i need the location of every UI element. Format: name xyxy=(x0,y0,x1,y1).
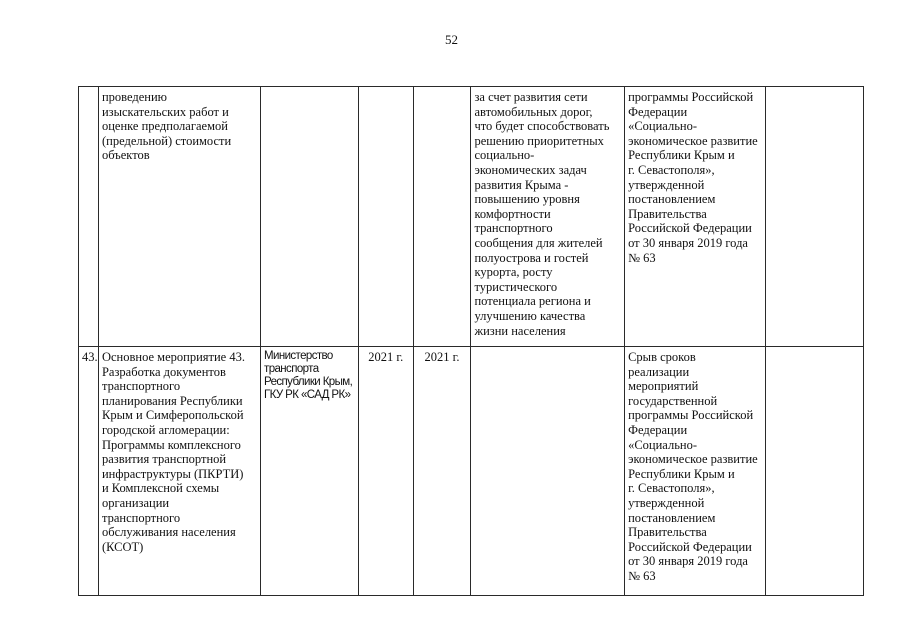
links-cell xyxy=(766,347,864,596)
end-date: 2021 г. xyxy=(424,350,460,364)
expected-result: за счет развития сети автомобильных дорог, что будет способствовать решению приоритетных социально- экономических задач развития Крыма - повышению уровня комфортности транспортного сообщения для жителей полуострова и гостей курорта, росту туристического потенциала региона и улучшению качества жизни населения xyxy=(474,90,610,338)
measure-name: проведению изыскательских работ и оценке предполагаемой (предельной) стоимости объектов xyxy=(101,90,232,163)
end-date-cell xyxy=(413,347,471,596)
row-number-cell xyxy=(79,347,99,596)
links-cell xyxy=(766,87,864,347)
measure-name-cell xyxy=(98,87,260,347)
executor-cell xyxy=(261,347,359,596)
start-date-cell xyxy=(358,87,413,347)
measure-name-cell xyxy=(98,347,260,596)
consequence: программы Российской Федерации «Социально- экономическое развитие Республики Крым и г. Севастополя», утвержденной постановлением Правительства Российской Федерации от 30 января 2019 года № 63 xyxy=(628,90,758,265)
page-number: 52 xyxy=(445,32,458,47)
executor-cell xyxy=(261,87,359,347)
row-number: 43. xyxy=(82,350,98,364)
end-date-cell xyxy=(413,87,471,347)
start-date: 2021 г. xyxy=(368,350,404,364)
consequence-cell xyxy=(625,347,766,596)
executor: Министерство транспорта Республики Крым, ГКУ РК «САД РК» xyxy=(264,350,353,401)
consequence-cell xyxy=(625,87,766,347)
expected-result-cell xyxy=(471,87,625,347)
program-measures-table xyxy=(78,86,864,596)
table-row xyxy=(79,347,864,596)
row-number-cell xyxy=(79,87,99,347)
consequence: Срыв сроков реализации мероприятий государственной программы Российской Федерации «Социально- экономическое развитие Республики Крым и г. Севастополя», утвержденной постановлением Правительства Российской Федерации от 30 января 2019 года № 63 xyxy=(628,350,758,583)
start-date-cell xyxy=(358,347,413,596)
expected-result-cell xyxy=(471,347,625,596)
measure-name: Основное мероприятие 43. Разработка документов транспортного планирования Республики Крым и Симферопольской городской агломерации: Программы комплексного развития транспортной инфраструктуры (ПКРТИ) и Комплексной схемы организации транспортного обслуживания населения (КСОТ) xyxy=(101,350,245,554)
table-row xyxy=(79,87,864,347)
